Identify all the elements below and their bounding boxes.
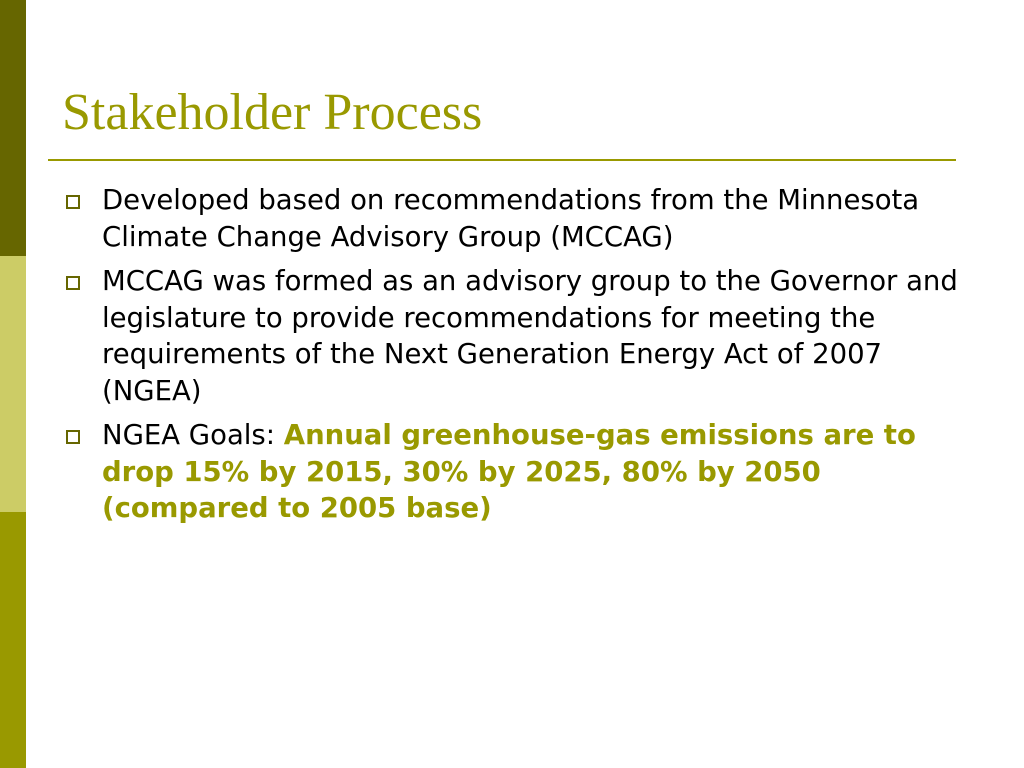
bullet-text: MCCAG was formed as an advisory group to the Governor and legislature to provide recommendations for meeting the requirements of the Next Generation Energy Act of 2007 (NGEA) [102, 265, 958, 407]
bullet-list [62, 182, 972, 535]
hollow-square-bullet-icon [66, 430, 80, 444]
bullet-item-mccag-origin [62, 182, 972, 255]
slide-title: Stakeholder Process [62, 84, 483, 141]
bullet-item-mccag-purpose [62, 263, 972, 409]
hollow-square-bullet-icon [66, 195, 80, 209]
bullet-item-ngea-goals [62, 417, 972, 527]
decor-stripe-bottom [0, 512, 26, 768]
title-underline [48, 159, 956, 161]
bullet-text: Developed based on recommendations from the Minnesota Climate Change Advisory Group (MCCAG) [102, 184, 920, 253]
bullet-prefix: NGEA Goals: [102, 419, 284, 451]
bullet-highlight: Annual greenhouse-gas emissions are to drop 15% by 2015, 30% by 2025, 80% by 2050 (compared to 2005 base) [102, 419, 916, 524]
hollow-square-bullet-icon [66, 276, 80, 290]
decor-stripe-top [0, 0, 26, 256]
decor-stripe-middle [0, 256, 26, 512]
